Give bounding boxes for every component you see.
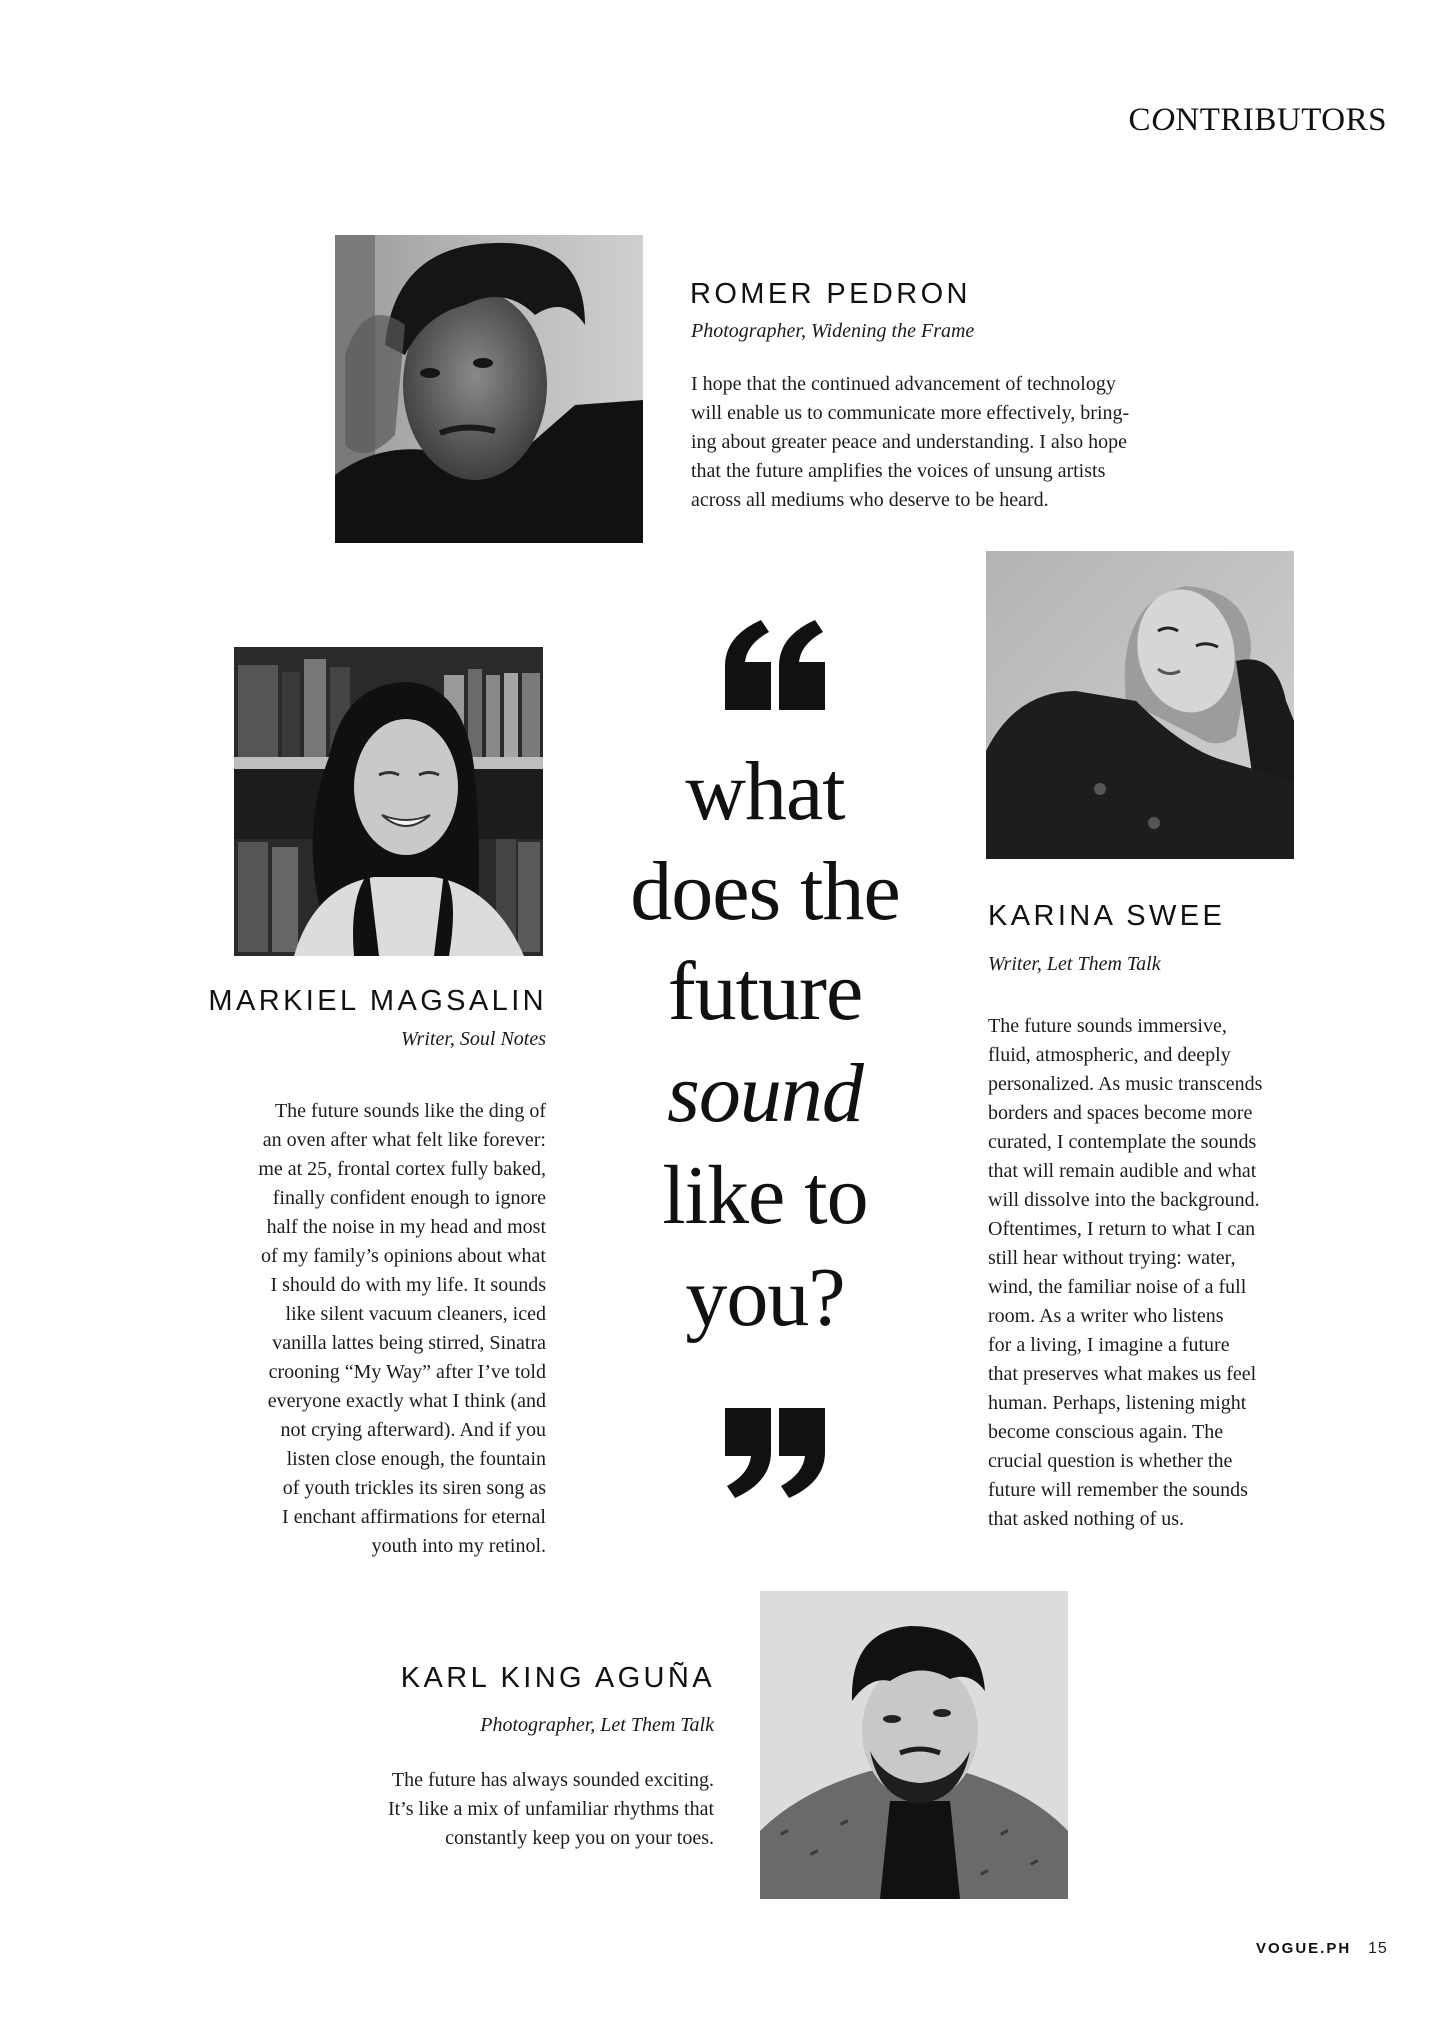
contributor-role: Photographer, Widening the Frame (691, 320, 975, 342)
contributor-role: Photographer, Let Them Talk (480, 1714, 714, 1736)
bio-line: finally confident enough to ignore (272, 1187, 546, 1209)
bio-line: everyone exactly what I think (and (267, 1390, 546, 1412)
bio-line: It’s like a mix of unfamiliar rhythms that (387, 1798, 714, 1820)
bio-line: become conscious again. The (988, 1421, 1224, 1443)
page-number: 15 (1368, 1940, 1388, 1957)
bio-line: wind, the familiar noise of a full (988, 1276, 1247, 1298)
contributor-bio (180, 1097, 546, 1561)
bio-line: I enchant affirmations for eternal (282, 1506, 546, 1528)
pull-quote-line: like to (662, 1149, 868, 1242)
close-quote-glyph (723, 1408, 827, 1500)
bio-line: room. As a writer who listens (988, 1305, 1224, 1327)
contributor-name: KARINA SWEE (988, 900, 1226, 932)
bio-line: that will remain audible and what (988, 1160, 1257, 1182)
contributor-bio (988, 1012, 1328, 1534)
bio-line: crooning “My Way” after I’ve told (268, 1361, 546, 1383)
pull-quote-line-emphasis: sound (667, 1047, 863, 1140)
portrait-image (760, 1591, 1068, 1899)
bio-line: borders and spaces become more (988, 1102, 1253, 1124)
portrait-image (335, 235, 643, 543)
bio-line: Oftentimes, I return to what I can (988, 1218, 1256, 1240)
bio-line: crucial question is whether the (988, 1450, 1233, 1472)
close-quote-icon (700, 1408, 850, 1505)
contributor-photo-markiel-magsalin (234, 647, 543, 956)
portrait-image (234, 647, 543, 956)
bio-line: ing about greater peace and understanding. I also hope (691, 431, 1127, 453)
bio-line: listen close enough, the fountain (286, 1448, 546, 1470)
footer-brand: VOGUE.PH (1256, 1940, 1352, 1957)
bio-line: that preserves what makes us feel (988, 1363, 1257, 1385)
bio-line: half the noise in my head and most (266, 1216, 546, 1238)
bio-line: will dissolve into the background. (988, 1189, 1260, 1211)
bio-line: The future sounds immersive, (988, 1015, 1227, 1037)
bio-line: I hope that the continued advancement of technology (691, 373, 1116, 395)
bio-line: me at 25, frontal cortex fully baked, (258, 1158, 546, 1180)
section-title-italic: O (1151, 102, 1176, 138)
bio-line: fluid, atmospheric, and deeply (988, 1044, 1231, 1066)
bio-line: like silent vacuum cleaners, iced (285, 1303, 546, 1325)
bio-line: The future sounds like the ding of (274, 1100, 546, 1122)
bio-line: I should do with my life. It sounds (270, 1274, 546, 1296)
bio-line: constantly keep you on your toes. (445, 1827, 714, 1849)
contributor-name: ROMER PEDRON (690, 278, 971, 310)
bio-line: of my family’s opinions about what (261, 1245, 546, 1267)
pull-quote-line: does the (630, 845, 900, 938)
bio-line: curated, I contemplate the sounds (988, 1131, 1257, 1153)
bio-line: still hear without trying: water, (988, 1247, 1236, 1269)
bio-line: youth into my retinol. (371, 1535, 546, 1557)
bio-line: vanilla lattes being stirred, Sinatra (272, 1332, 546, 1354)
bio-line: The future has always sounded exciting. (391, 1769, 714, 1791)
bio-line: not crying afterward). And if you (280, 1419, 546, 1441)
pull-quote-line: future (667, 945, 863, 1038)
bio-line: will enable us to communicate more effectively, bring- (691, 402, 1130, 424)
contributor-bio (300, 1766, 714, 1853)
bio-line: human. Perhaps, listening might (988, 1392, 1247, 1414)
bio-line: future will remember the sounds (988, 1479, 1248, 1501)
portrait-image (986, 551, 1294, 859)
section-title (1000, 102, 1387, 139)
contributor-photo-karina-swee (986, 551, 1294, 859)
bio-line: an oven after what felt like forever: (262, 1129, 546, 1151)
contributor-role: Writer, Soul Notes (400, 1028, 546, 1050)
bio-line: that asked nothing of us. (988, 1508, 1185, 1530)
contributor-name: KARL KING AGUÑA (400, 1662, 715, 1694)
bio-line: that the future amplifies the voices of unsung artists (691, 460, 1106, 482)
bio-line: for a living, I imagine a future (988, 1334, 1230, 1356)
pull-quote-line: what (685, 745, 845, 838)
bio-line: across all mediums who deserve to be heard. (691, 489, 1049, 511)
section-title-rest: NTRIBUTORS (1175, 102, 1387, 138)
section-title-first: C (1128, 102, 1152, 138)
bio-line: of youth trickles its siren song as (282, 1477, 546, 1499)
contributor-name: MARKIEL MAGSALIN (208, 985, 547, 1017)
contributor-photo-romer-pedron (335, 235, 643, 543)
contributor-role: Writer, Let Them Talk (988, 953, 1161, 975)
open-quote-icon (700, 618, 850, 715)
pull-quote-line: you? (685, 1251, 845, 1344)
contributor-photo-karl-king-aguna (760, 1591, 1068, 1899)
contributor-bio (691, 370, 1211, 515)
open-quote-glyph (723, 618, 827, 710)
bio-line: personalized. As music transcends (988, 1073, 1263, 1095)
